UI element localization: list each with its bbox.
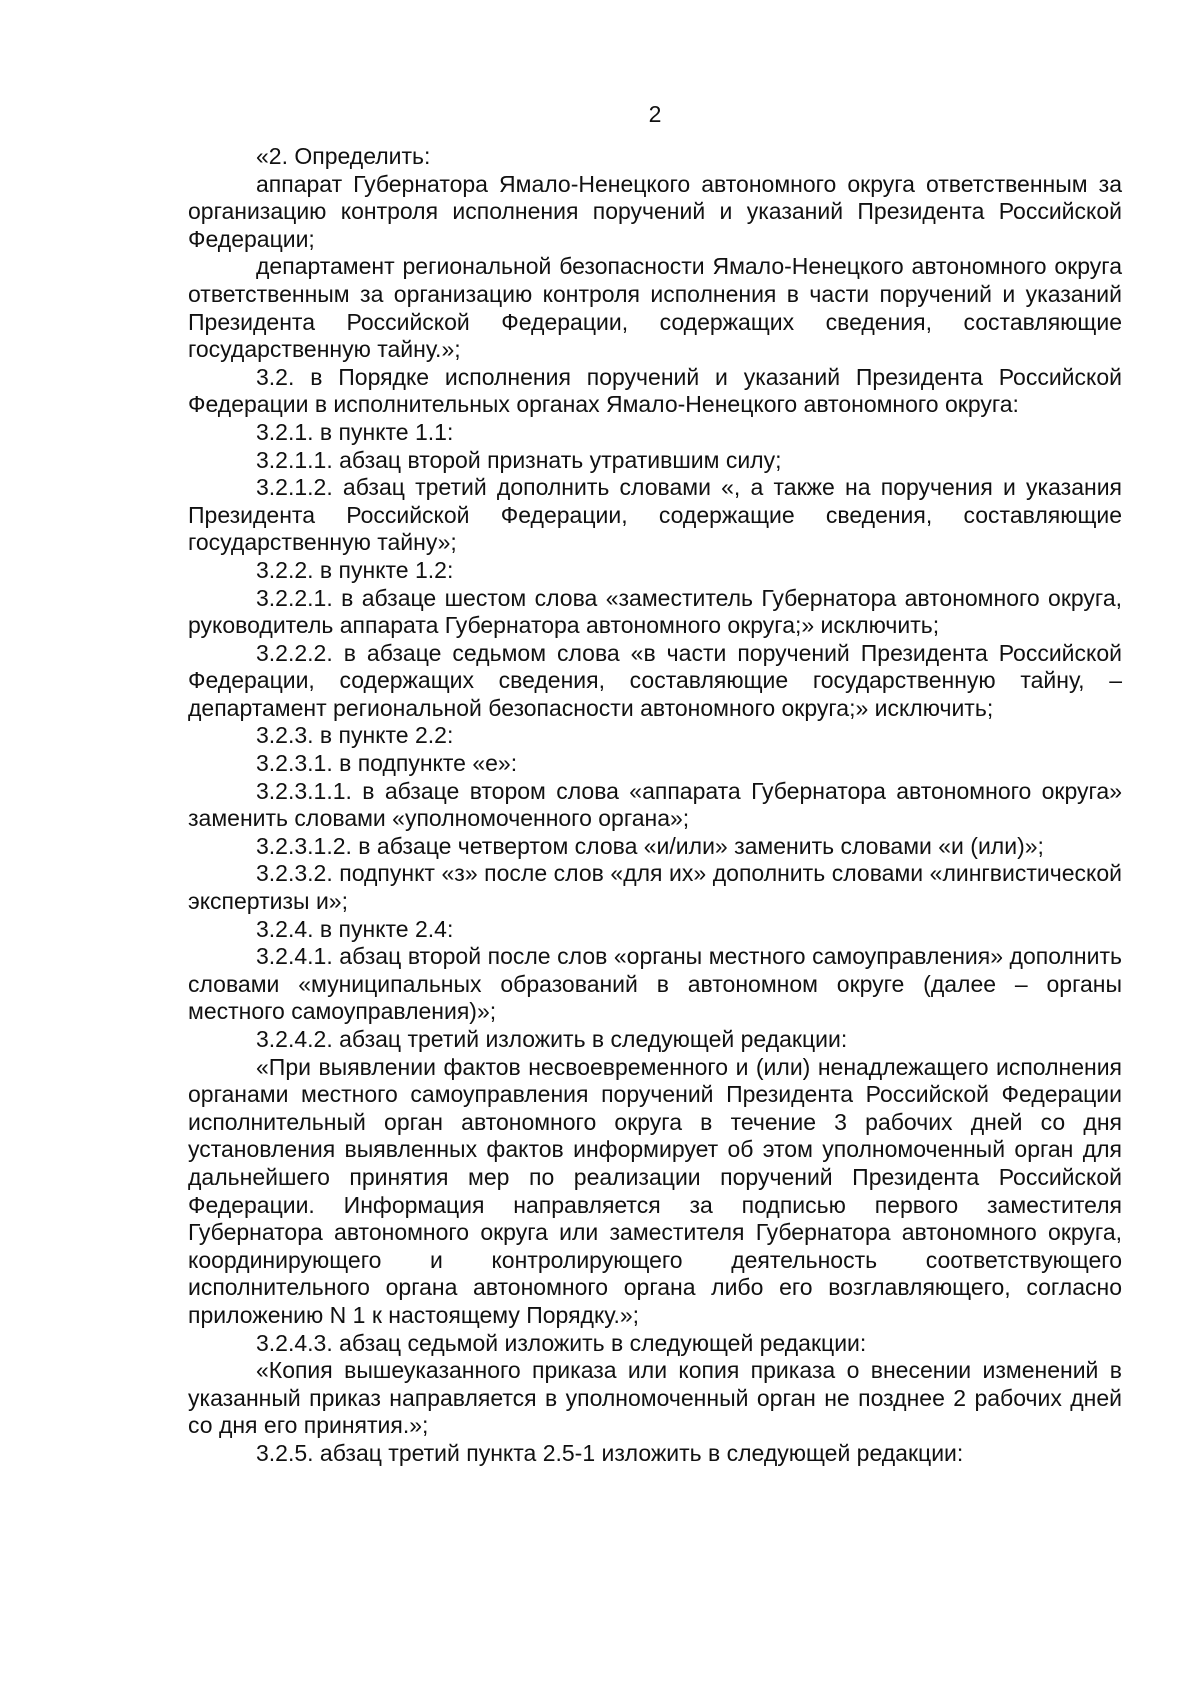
paragraph: 3.2.4.1. абзац второй после слов «органы местного самоуправления» дополнить словами «муниципальных образований в автономном округе (далее – органы местного самоуправления)»; (188, 943, 1122, 1025)
paragraph: 3.2.4.3. абзац седьмой изложить в следующей редакции: (256, 1329, 867, 1356)
paragraph: 3.2.3. в пункте 2.2: (256, 722, 454, 749)
document-body (188, 143, 1122, 1468)
paragraph: 3.2.1.2. абзац третий дополнить словами «, а также на поручения и указания Президента Российской Федерации, содержащие сведения, составляющие государственную тайну»; (188, 474, 1122, 556)
paragraph: 3.2.4.2. абзац третий изложить в следующей редакции: (256, 1026, 848, 1052)
paragraph: аппарат Губернатора Ямало-Ненецкого автономного округа ответственным за организацию контроля исполнения поручений и указаний Президента Российской Федерации; (188, 170, 1122, 252)
paragraph: 3.2.5. абзац третий пункта 2.5-1 изложить в следующей редакции: (256, 1439, 964, 1466)
paragraph: 3.2.3.1. в подпункте «е»: (256, 750, 518, 777)
paragraph: департамент региональной безопасности Ямало-Ненецкого автономного округа ответственным за организацию контроля исполнения в части поручений и указаний Президента Российской Федерации, содержащих сведения, составляющие государственную тайну.»; (188, 253, 1122, 363)
paragraph: «При выявлении фактов несвоевременного и (или) ненадлежащего исполнения органами местного самоуправления поручений Президента Российской Федерации исполнительный орган автономного округа в течение 3 рабочих дней со дня установления выявленных фактов информирует об этом уполномоченный орган для дальнейшего принятия мер по реализации поручений Президента Российской Федерации. Информация направляется за подписью первого заместителя Губернатора автономного округа или заместителя Губернатора автономного округа, координирующего и контролирующего деятельность соответствующего исполнительного органа автономного органа либо его возглавляющего, согласно приложению N 1 к настоящему Порядку.»; (188, 1053, 1122, 1328)
paragraph: 3.2. в Порядке исполнения поручений и указаний Президента Российской Федерации в исполнительных органах Ямало-Ненецкого автономного округа: (188, 363, 1122, 418)
paragraph: «2. Определить: (256, 143, 431, 169)
paragraph: 3.2.3.1.2. в абзаце четвертом слова «и/или» заменить словами «и (или)»; (256, 832, 1044, 859)
paragraph: 3.2.2. в пункте 1.2: (256, 556, 454, 583)
paragraph: 3.2.3.1.1. в абзаце втором слова «аппарата Губернатора автономного округа» заменить словами «уполномоченного органа»; (188, 777, 1122, 832)
paragraph: 3.2.4. в пункте 2.4: (256, 915, 454, 942)
paragraph: 3.2.2.2. в абзаце седьмом слова «в части поручений Президента Российской Федерации, содержащих сведения, составляющие государственную тайну, – департамент региональной безопасности автономного округа;» исключить; (188, 639, 1122, 721)
paragraph: 3.2.3.2. подпункт «з» после слов «для их» дополнить словами «лингвистической экспертизы и»; (188, 860, 1122, 915)
paragraph: 3.2.2.1. в абзаце шестом слова «заместитель Губернатора автономного округа, руководитель аппарата Губернатора автономного округа;» исключить; (188, 584, 1122, 639)
paragraph: 3.2.1.1. абзац второй признать утратившим силу; (256, 446, 782, 473)
paragraph: 3.2.1. в пункте 1.1: (256, 418, 454, 445)
paragraph: «Копия вышеуказанного приказа или копия приказа о внесении изменений в указанный приказ направляется в уполномоченный орган не позднее 2 рабочих дней со дня его принятия.»; (188, 1357, 1122, 1439)
page-number: 2 (648, 101, 662, 127)
